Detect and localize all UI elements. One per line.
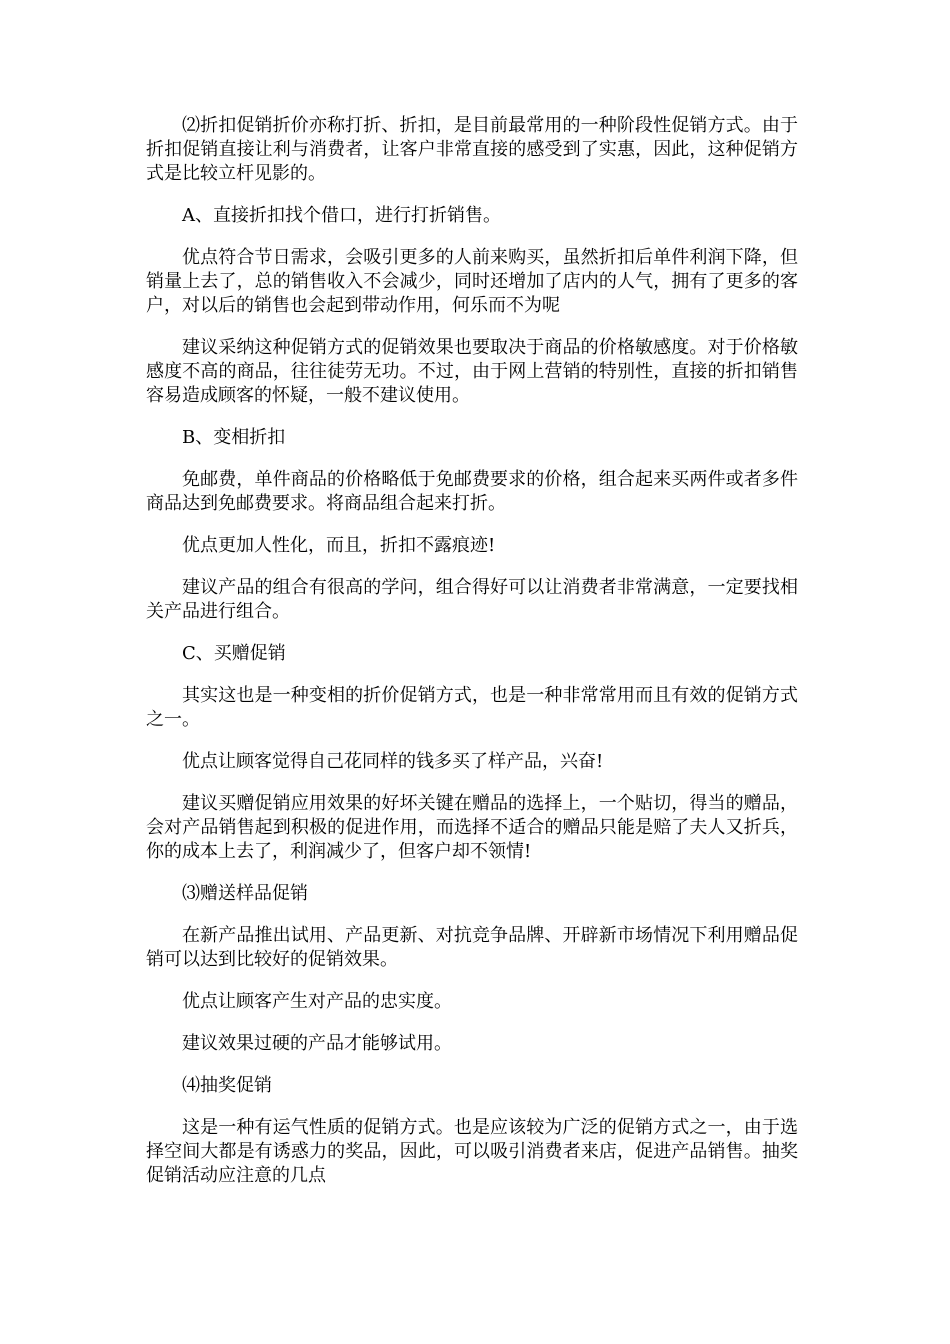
paragraph-sample-promotion-advice: 建议效果过硬的产品才能够试用。 <box>182 1033 452 1054</box>
paragraph-free-shipping: 免邮费，单件商品的价格略低于免邮费要求的价格，组合起来买两件或者多件商品达到免邮费要求。将商品组合起来打折。 <box>146 469 798 514</box>
paragraph-buy-gift-advice: 建议买赠促销应用效果的好坏关键在赠品的选择上，一个贴切，得当的赠品，会对产品销售起到积极的促进作用，而选择不适合的赠品只能是赔了夫人又折兵，你的成本上去了，利润减少了，但客户却不领情! <box>146 793 798 862</box>
paragraph-lottery-promotion-intro: 这是一种有运气性质的促销方式。也是应该较为广泛的促销方式之一，由于选择空间大都是有诱惑力的奖品，因此，可以吸引消费者来店，促进产品销售。抽奖促销活动应注意的几点 <box>146 1117 798 1186</box>
paragraph-indirect-discount-advantages: 优点更加人性化，而且，折扣不露痕迹! <box>182 535 496 556</box>
heading-indirect-discount: B、变相折扣 <box>182 427 286 448</box>
paragraph-discount-intro: ⑵折扣促销折价亦称打折、折扣，是目前最常用的一种阶段性促销方式。由于折扣促销直接让利与消费者，让客户非常直接的感受到了实惠，因此，这种促销方式是比较立杆见影的。 <box>146 115 798 184</box>
heading-lottery-promotion: ⑷抽奖促销 <box>182 1075 272 1096</box>
paragraph-buy-gift-advantages: 优点让顾客觉得自己花同样的钱多买了样产品，兴奋! <box>182 751 604 772</box>
paragraph-sample-promotion-intro: 在新产品推出试用、产品更新、对抗竞争品牌、开辟新市场情况下利用赠品促销可以达到比较好的促销效果。 <box>146 925 798 970</box>
heading-direct-discount: A、直接折扣找个借口，进行打折销售。 <box>182 205 501 226</box>
document-body <box>146 114 798 1188</box>
paragraph-direct-discount-advantages: 优点符合节日需求，会吸引更多的人前来购买，虽然折扣后单件利润下降，但销量上去了，总的销售收入不会减少，同时还增加了店内的人气，拥有了更多的客户，对以后的销售也会起到带动作用，何乐而不为呢 <box>146 247 798 316</box>
paragraph-direct-discount-advice: 建议采纳这种促销方式的促销效果也要取决于商品的价格敏感度。对于价格敏感度不高的商品，往往徒劳无功。不过，由于网上营销的特别性，直接的折扣销售容易造成顾客的怀疑，一般不建议使用。 <box>146 337 798 406</box>
paragraph-sample-promotion-advantages: 优点让顾客产生对产品的忠实度。 <box>182 991 452 1012</box>
paragraph-indirect-discount-advice: 建议产品的组合有很高的学问，组合得好可以让消费者非常满意，一定要找相关产品进行组合。 <box>146 577 798 622</box>
heading-buy-gift: C、买赠促销 <box>182 643 286 664</box>
paragraph-buy-gift-intro: 其实这也是一种变相的折价促销方式，也是一种非常常用而且有效的促销方式之一。 <box>146 685 798 730</box>
heading-sample-promotion: ⑶赠送样品促销 <box>182 883 308 904</box>
